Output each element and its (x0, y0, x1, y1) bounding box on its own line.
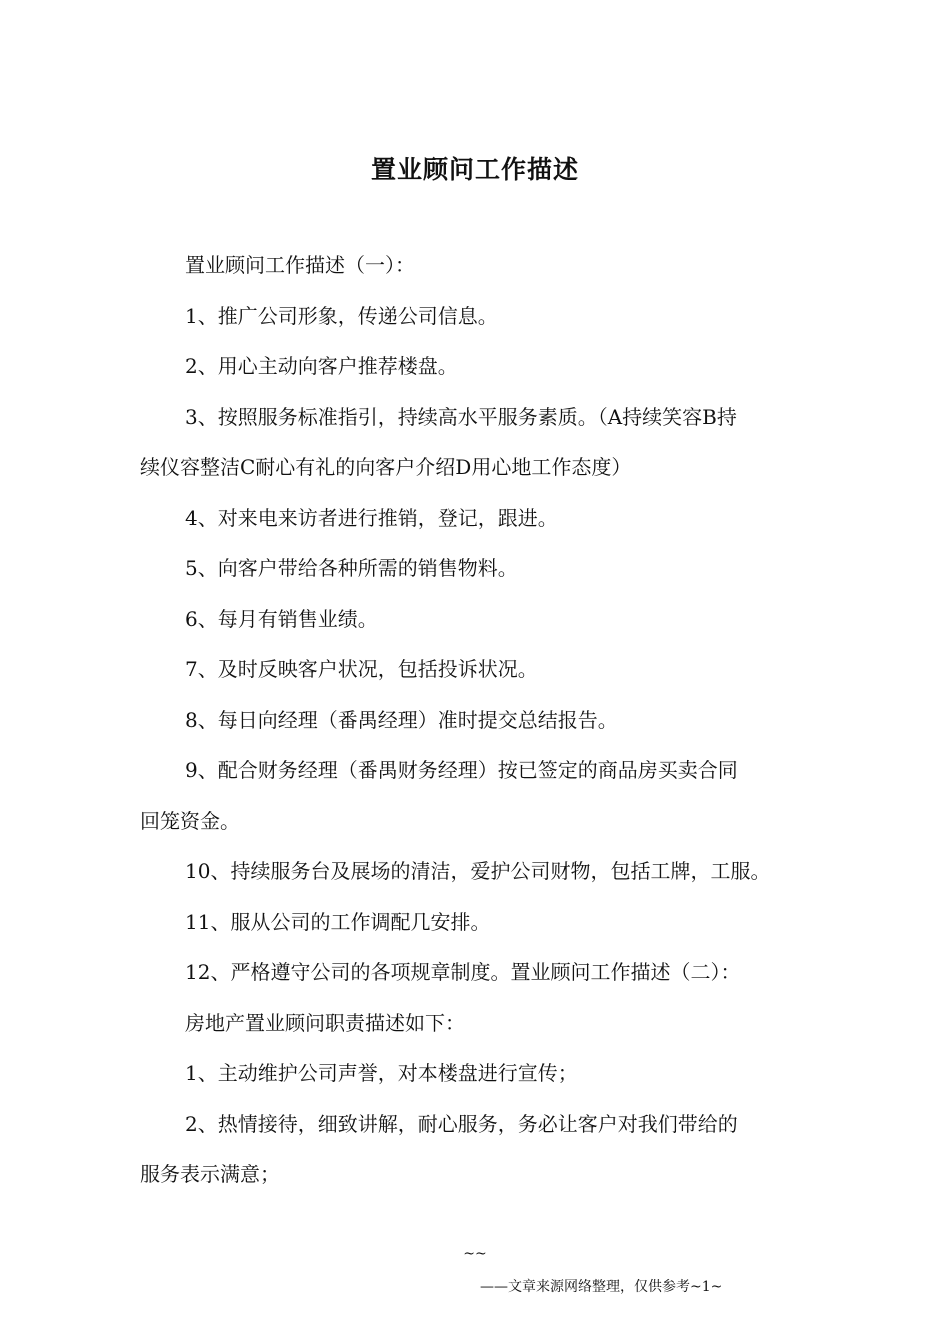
paragraph-line: 11、服从公司的工作调配几安排。 (185, 909, 491, 934)
paragraph-line: 服务表示满意； (140, 1162, 280, 1186)
paragraph-line: 12、严格遵守公司的各项规章制度。置业顾问工作描述（二）： (185, 960, 741, 984)
paragraph-line: 1、推广公司形象，传递公司信息。 (185, 303, 498, 328)
paragraph-line: 6、每月有销售业绩。 (185, 606, 378, 631)
paragraph-line: 9、配合财务经理（番禺财务经理）按已签定的商品房买卖合同 (185, 758, 738, 782)
paragraph-line: 房地产置业顾问职责描述如下： (185, 1010, 465, 1035)
paragraph-line: 回笼资金。 (140, 808, 240, 833)
document-title: 置业顾问工作描述 (370, 155, 579, 184)
paragraph-line: 3、按照服务标准指引，持续高水平服务素质。（A持续笑容B持 (185, 404, 737, 429)
paragraph-line: 8、每日向经理（番禺经理）准时提交总结报告。 (185, 707, 618, 732)
footer-mark: ~~ (463, 1246, 487, 1262)
footer-source-note: ——文章来源网络整理，仅供参考~1~ (480, 1279, 723, 1295)
paragraph-line: 2、热情接待，细致讲解，耐心服务，务必让客户对我们带给的 (185, 1111, 738, 1136)
paragraph-line: 10、持续服务台及展场的清洁，爱护公司财物，包括工牌，工服。 (185, 859, 771, 883)
paragraph-line: 5、向客户带给各种所需的销售物料。 (185, 556, 518, 580)
paragraph-line: 续仪容整洁C耐心有礼的向客户介绍D用心地工作态度） (140, 455, 632, 479)
paragraph-line: 7、及时反映客户状况，包括投诉状况。 (185, 657, 538, 681)
paragraph-line: 1、主动维护公司声誉，对本楼盘进行宣传； (185, 1061, 578, 1085)
paragraph-line: 4、对来电来访者进行推销，登记，跟进。 (185, 505, 558, 530)
paragraph-line: 2、用心主动向客户推荐楼盘。 (185, 354, 458, 378)
document-body (140, 240, 820, 1200)
paragraph-line: 置业顾问工作描述（一）： (185, 253, 415, 277)
